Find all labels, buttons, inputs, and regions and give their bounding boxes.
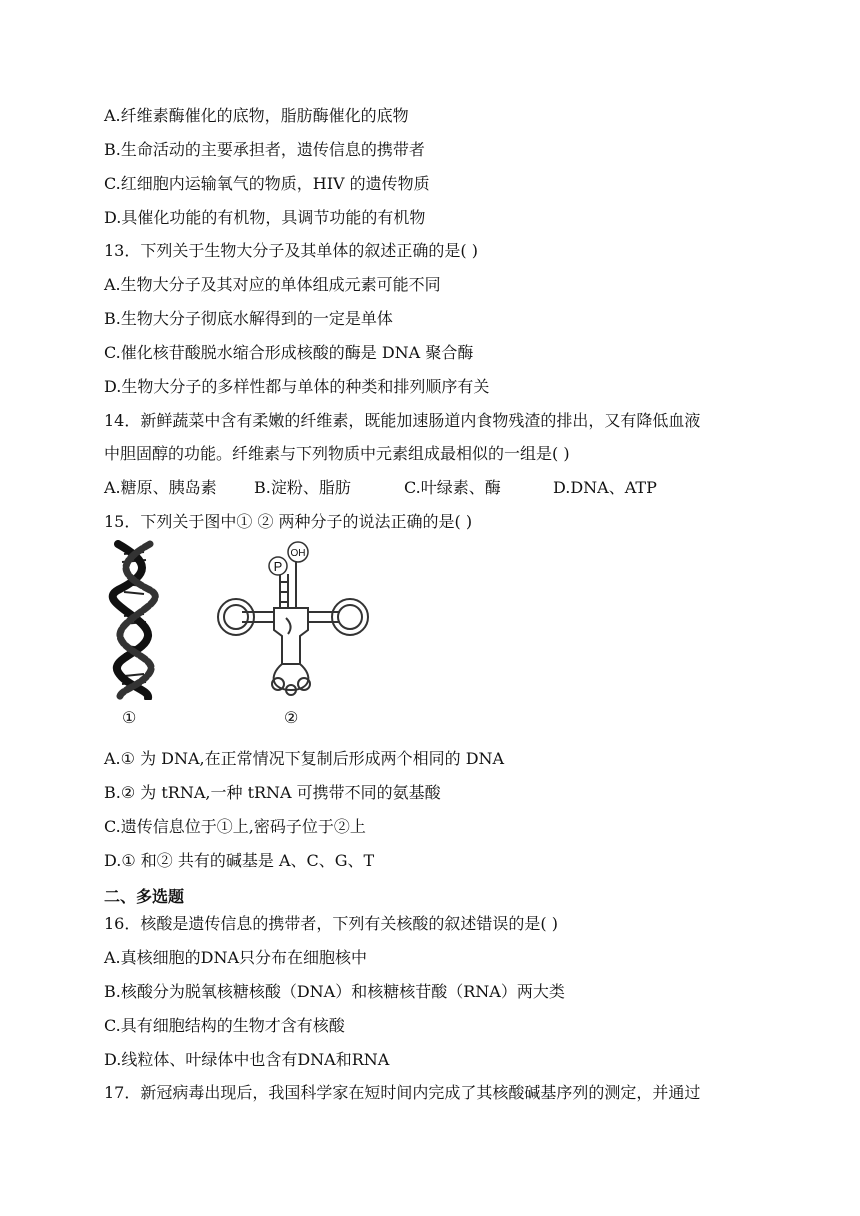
q14-option-b: B.淀粉、脂肪: [254, 478, 351, 497]
q13-stem: 13．下列关于生物大分子及其单体的叙述正确的是( ): [104, 241, 478, 260]
dna-helix-figure: [104, 540, 164, 700]
q14-options-row: [104, 477, 657, 499]
q16-stem: 16．核酸是遗传信息的携带者，下列有关核酸的叙述错误的是( ): [104, 914, 558, 933]
q15-option-a: A.① 为 DNA,在正常情况下复制后形成两个相同的 DNA: [104, 749, 505, 768]
q14-option-c: C.叶绿素、酶: [404, 478, 501, 497]
trna-p-label: P: [273, 559, 283, 574]
q13-option-d: D.生物大分子的多样性都与单体的种类和排列顺序有关: [104, 377, 490, 396]
q15-option-d: D.① 和② 共有的碱基是 A、C、G、T: [104, 851, 375, 870]
q14-option-d: D.DNA、ATP: [553, 478, 657, 497]
q15-stem: 15．下列关于图中① ② 两种分子的说法正确的是( ): [104, 512, 473, 531]
q12-option-a: A.纤维素酶催化的底物，脂肪酶催化的底物: [104, 106, 409, 125]
q12-option-b: B.生命活动的主要承担者，遗传信息的携带者: [104, 140, 425, 159]
trna-cloverleaf-icon: [212, 540, 374, 702]
q14-stem-line1: 14．新鲜蔬菜中含有柔嫩的纤维素，既能加速肠道内食物残渣的排出，又有降低血液: [104, 411, 701, 430]
trna-figure: [212, 540, 374, 702]
q12-option-d: D.具催化功能的有机物，具调节功能的有机物: [104, 208, 426, 227]
q15-option-c: C.遗传信息位于①上,密码子位于②上: [104, 817, 366, 836]
section-heading: 二、多选题: [104, 887, 185, 906]
q14-stem-line2: 中胆固醇的功能。纤维素与下列物质中元素组成最相似的一组是( ): [104, 444, 570, 463]
trna-oh-label: OH: [290, 548, 306, 559]
q16-option-d: D.线粒体、叶绿体中也含有DNA和RNA: [104, 1050, 390, 1069]
q13-option-a: A.生物大分子及其对应的单体组成元素可能不同: [104, 275, 441, 294]
q12-option-c: C.红细胞内运输氧气的物质，HIV 的遗传物质: [104, 174, 430, 193]
figure-1-label: ①: [122, 708, 137, 727]
q16-option-c: C.具有细胞结构的生物才含有核酸: [104, 1016, 345, 1035]
figure-2-label: ②: [284, 708, 299, 727]
q16-option-b: B.核酸分为脱氧核糖核酸（DNA）和核糖核苷酸（RNA）两大类: [104, 982, 565, 1001]
q13-option-c: C.催化核苷酸脱水缩合形成核酸的酶是 DNA 聚合酶: [104, 343, 474, 362]
q15-option-b: B.② 为 tRNA,一种 tRNA 可携带不同的氨基酸: [104, 783, 441, 802]
q13-option-b: B.生物大分子彻底水解得到的一定是单体: [104, 309, 393, 328]
q16-option-a: A.真核细胞的DNA只分布在细胞核中: [104, 948, 368, 967]
dna-helix-icon: [104, 540, 164, 700]
q17-stem: 17．新冠病毒出现后，我国科学家在短时间内完成了其核酸碱基序列的测定，并通过: [104, 1083, 701, 1102]
q14-option-a: A.糖原、胰岛素: [104, 478, 217, 497]
